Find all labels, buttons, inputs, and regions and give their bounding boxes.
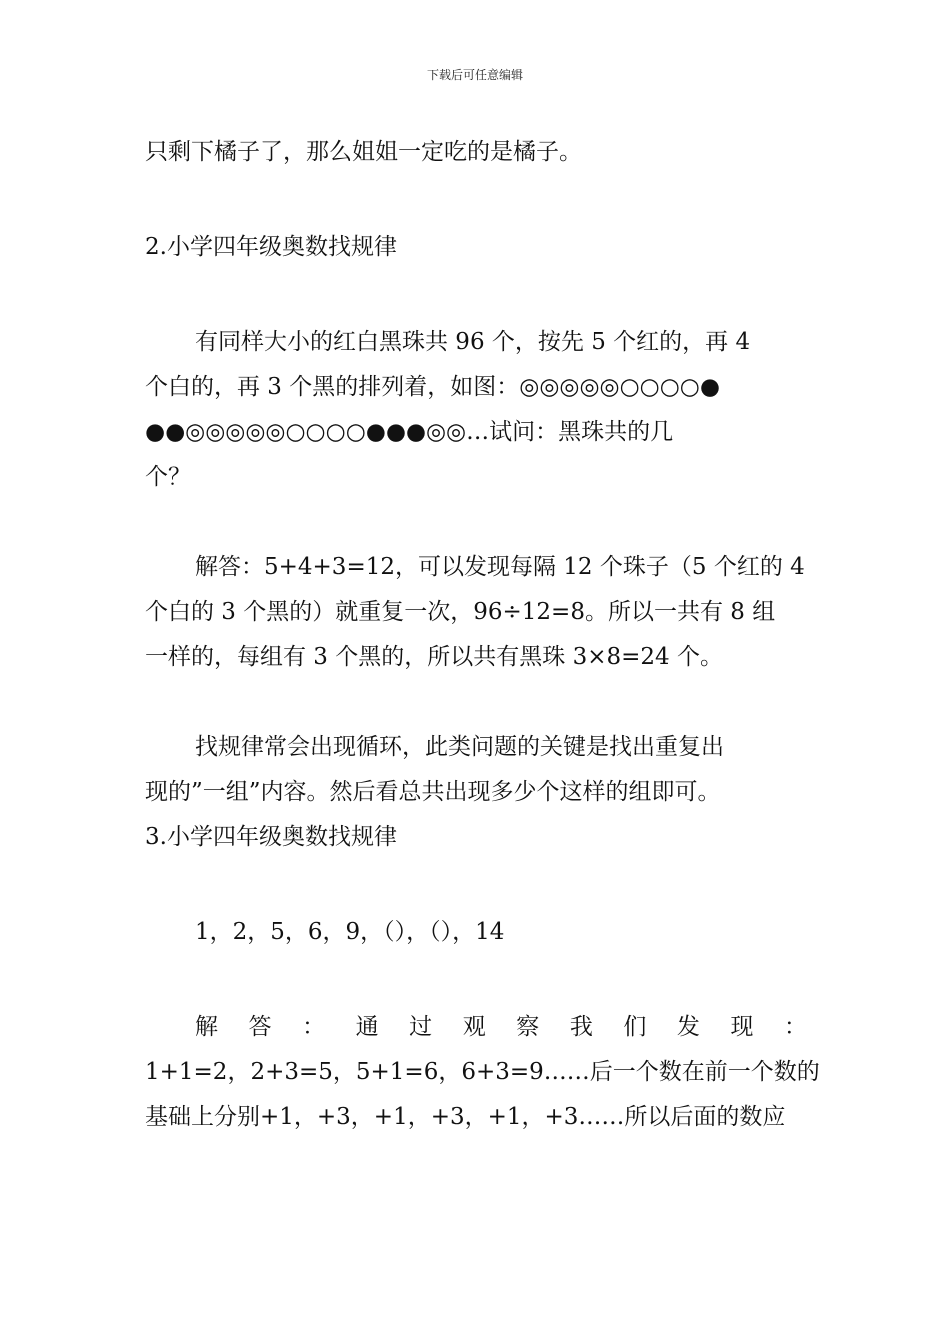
page-header: 下载后可任意编辑 [426,68,523,82]
answer-line: 一样的，每组有 3 个黑的，所以共有黑珠 3×8=24 个。 [145,644,723,670]
note-line: 现的”一组”内容。然后看总共出现多少个这样的组即可。 [145,779,721,805]
question-line: 个？ [145,464,191,490]
answer-line: 1+1=2，2+3=5，5+1=6，6+3=9……后一个数在前一个数的 [145,1059,820,1085]
question-line: ●●◎◎◎◎◎○○○○●●●◎◎…试问：黑珠共的几 [145,419,674,445]
document-body [145,130,820,1140]
paragraph-line: 只剩下橘子了，那么姐姐一定吃的是橘子。 [145,139,582,165]
answer-line: 基础上分别+1，+3，+1，+3，+1，+3……所以后面的数应 [145,1104,786,1130]
question-line: 个白的，再 3 个黑的排列着，如图：◎◎◎◎◎○○○○● [145,374,720,400]
question-line: 有同样大小的红白黑珠共 96 个，按先 5 个红的，再 4 [195,329,751,355]
sequence-line: 1，2，5，6，9，（），（），14 [195,919,505,945]
answer-line: 解答：5+4+3=12，可以发现每隔 12 个珠子（5 个红的 4 [195,554,805,580]
answer-line: 解 答 ： 通 过 观 察 我 们 发 现 ： [195,1014,807,1040]
section-heading: 3.小学四年级奥数找规律 [145,824,397,850]
section-heading: 2.小学四年级奥数找规律 [145,234,397,260]
answer-line: 个白的 3 个黑的）就重复一次，96÷12=8。所以一共有 8 组 [145,599,776,625]
note-line: 找规律常会出现循环，此类问题的关键是找出重复出 [195,734,724,760]
